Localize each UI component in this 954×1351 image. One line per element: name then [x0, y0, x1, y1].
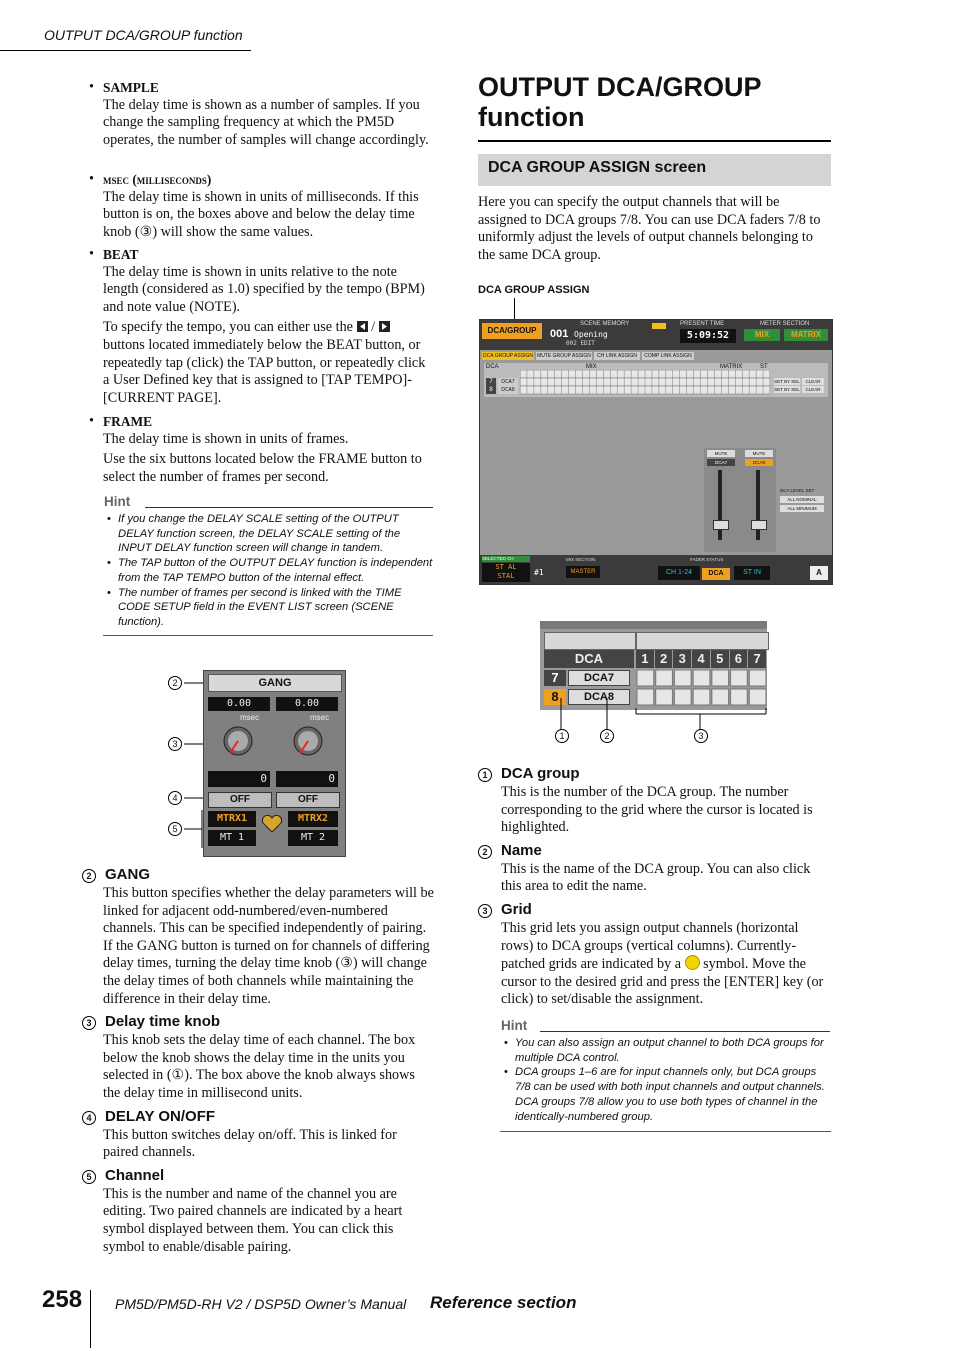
screen-grid-st: ST [760, 364, 768, 370]
hint-title-right: Hint [501, 1018, 528, 1033]
bullet-beat: • BEAT The delay time is shown in units relative to the note length (considered as 1.0) specified by the tempo (BPM) and note value (NOTE). To specify the tempo, you can either use the / buttons located immediately below the BEAT button, or repeatedly tap (click) the TAP button, or repeatedly click a User Defined key that is assigned to [TAP TEMPO]-[CURRENT PAGE]. [103, 246, 433, 407]
section-gang: 2 GANG This button specifies whether the delay parameters will be linked for adjacent odd-numbered/even-numbered channels. This can be specified independently of pairing. If the GANG button is turned on for channels of differing delay times, turning the delay time knob (③) will change the delay times of both channels while maintaining the difference in their delay time. [82, 866, 434, 1008]
hint-bottom-rule-right [500, 1131, 831, 1132]
screen-grid-mix: MIX [586, 364, 597, 370]
master-button[interactable]: MASTER [566, 566, 600, 578]
footer-section: Reference section [430, 1293, 577, 1312]
fader-knob[interactable] [713, 520, 729, 530]
callout-3: 3 [168, 737, 182, 751]
screen-bottom-bar [480, 555, 832, 584]
callout-5: 5 [168, 822, 182, 836]
present-time: 5:09:52 [680, 329, 736, 343]
beat-tempo-part-b: buttons located immediately below the BEAT button, or repeatedly tap (click) the TAP button, or repeatedly click a User Defined key that is assigned to [TAP TEMPO]-[CURRENT PAGE]. [103, 336, 426, 406]
scene-next: 002 EDIT [566, 340, 595, 347]
zoom-column-header: 6 [730, 650, 749, 668]
scene-memory-label: SCENE MEMORY [580, 321, 630, 327]
scene-title: Opening [574, 330, 608, 339]
all-minimum-button[interactable]: ALL MINIMUM [780, 505, 824, 512]
hint-list-right [501, 1036, 831, 1124]
tab-mute-group-assign[interactable]: MUTE GROUP ASSIGN [537, 353, 591, 359]
scene-number: 001 [550, 328, 569, 340]
footer-rule [90, 1290, 91, 1348]
zoom-dca-header: DCA [544, 650, 634, 668]
callout-2: 2 [168, 676, 182, 690]
bullet-frame: • FRAME The delay time is shown in units of frames. Use the six buttons located below the FRAME button to select the number of frames per second. [103, 413, 433, 486]
delay-time-knob[interactable] [220, 723, 256, 759]
delay-on-off-button[interactable]: OFF [276, 792, 340, 808]
hint-item: • DCA groups 1–6 are for input channels only, but DCA groups 7/8 can be used with both input channels and output channels. DCA groups 7/8 allow you to use both types of channel in the identically-numbered group. [504, 1066, 825, 1123]
unit-label: msec [240, 713, 260, 722]
set-by-sel-button[interactable]: SET BY SEL [774, 387, 800, 392]
meter-section-label: METER SECTION [760, 321, 810, 327]
section-dca-group: 1 DCA group This is the number of the DCA group. The number corresponding to the grid where the cursor is located is highlighted. [478, 765, 830, 837]
clear-button[interactable]: CLEAR [802, 378, 824, 385]
delay-on-off-button[interactable]: OFF [208, 792, 272, 808]
delay-panel-figure [168, 670, 348, 855]
channel-number: MTRX2 [288, 811, 338, 827]
right-sections [478, 765, 830, 1009]
all-nominal-button[interactable]: ALL NOMINAL [780, 496, 824, 503]
footer-manual-title: PM5D/PM5D-RH V2 / DSP5D Owner’s Manual [115, 1296, 407, 1312]
screen-grid-matrix: MATRIX [720, 364, 743, 370]
page-number: 258 [42, 1286, 83, 1313]
arrow-left-icon [357, 321, 368, 332]
hint-rule-left [145, 507, 433, 508]
term-beat: BEAT [103, 247, 139, 262]
intro-text: Here you can specify the output channels that will be assigned to DCA groups 7/8. You can use DCA faders 7/8 to uniformly adjust the levels of output channels belonging to the same DCA group. [478, 194, 821, 263]
header-rule [0, 50, 251, 51]
section-delay-knob: 3 Delay time knob This knob sets the delay time of each channel. The box below the knob shows the delay time in the units you selected in (①). The box above the knob always shows the delay time in millisecond units. [82, 1013, 434, 1102]
delay-msec-box: 0.00 [276, 697, 338, 711]
fader-label: DCA7 [707, 459, 735, 466]
channel-name: MT 1 [208, 830, 256, 846]
zoom-column-header: 4 [692, 650, 711, 668]
zoom-column-header: 5 [711, 650, 730, 668]
hint-item: • The TAP button of the OUTPUT DELAY function is independent from the TAP TEMPO button of the internal effect. [107, 557, 433, 584]
term-sample: SAMPLE [103, 80, 159, 95]
tab-comp-link-assign[interactable]: COMP LINK ASSIGN [642, 352, 694, 360]
subtitle: DCA GROUP ASSIGN screen [488, 159, 707, 176]
channel-number: MTRX1 [208, 811, 256, 827]
heart-pair-icon[interactable] [261, 814, 283, 834]
section-delay-onoff: 4 DELAY ON/OFF This button switches delay on/off. This is linked for paired channels. [82, 1108, 434, 1162]
zoom-column-headers [636, 650, 767, 668]
mute-button[interactable]: MUTE [707, 450, 735, 457]
section-name: 2 Name This is the name of the DCA group. You can also click this area to edit the name. [478, 842, 830, 896]
text-sample: The delay time is shown as a number of samples. If you change the sampling frequency at which the PM5D operates, the number of samples will change accordingly. [103, 96, 429, 148]
tab-ch-link-assign[interactable]: CH LINK ASSIGN [594, 352, 640, 360]
bullet-msec: • msec (milliseconds) The delay time is shown in units of milliseconds. If this button is on, the boxes above and below the delay time knob (③) will show the same values. [103, 171, 433, 241]
text-beat: The delay time is shown in units relative to the note length (considered as 1.0) specified by the tempo (BPM) and note value (NOTE). [103, 263, 425, 315]
zoom-header-cell [544, 632, 636, 650]
tab-dca-group-assign[interactable]: DCA GROUP ASSIGN [483, 353, 533, 359]
selected-ch-number: #1 [534, 568, 544, 577]
zoom-callout-leaders [540, 690, 770, 740]
delay-msec-box: 0.00 [208, 697, 270, 711]
zoom-column-header: 7 [748, 650, 767, 668]
figure-label: DCA GROUP ASSIGN [478, 284, 590, 296]
zoom-column-header: 1 [636, 650, 655, 668]
delay-panel [203, 670, 346, 857]
text-msec: The delay time is shown in units of milliseconds. If this button is on, the boxes above and below the delay time knob (③) will show the same values. [103, 188, 419, 240]
term-msec: msec (milliseconds) [103, 172, 212, 187]
page-title: OUTPUT DCA/GROUP function [478, 72, 762, 132]
mix-section-label: MIX SECTION [566, 557, 596, 562]
zoom-top-strip [540, 621, 767, 629]
hint-item: • The number of frames per second is linked with the TIME CODE SETUP field in the EVENT LIST screen (SCENE function). [107, 586, 402, 628]
scene-indicator [652, 323, 666, 329]
running-header: OUTPUT DCA/GROUP function [44, 27, 243, 43]
screen-row-number: 7 [486, 378, 496, 386]
fader-label: DCA8 [745, 459, 773, 466]
fader-st-in[interactable]: ST IN [734, 566, 770, 580]
beat-tempo-part-a: To specify the tempo, you can either use the [103, 319, 353, 336]
zoom-callout-2: 2 [600, 729, 614, 743]
text-frame-2: Use the six buttons located below the FRAME button to select the number of frames per second. [103, 451, 422, 485]
term-frame: FRAME [103, 414, 153, 429]
selected-ch-label: SELECTED CH [482, 556, 530, 562]
text-frame: The delay time is shown in units of frames. [103, 430, 349, 447]
screen-row-name[interactable]: DCA7 [498, 378, 518, 386]
zoom-row-name[interactable]: DCA7 [568, 670, 630, 686]
text-beat-tempo [103, 319, 433, 407]
assigned-dot-icon [685, 955, 700, 970]
bullet-sample: • SAMPLE The delay time is shown as a number of samples. If you change the sampling frequency at which the PM5D operates, the number of samples will change accordingly. [103, 79, 433, 149]
fader-status-label: FADER STATUS [690, 557, 724, 562]
delay-value-box: 0 [208, 771, 270, 787]
mute-button[interactable]: MUTE [745, 450, 773, 457]
hint-title-left: Hint [104, 494, 131, 509]
section-grid: 3 Grid This grid lets you assign output channels (horizontal rows) to DCA groups (vertical columns). Currently-patched grids are indicated by a symbol. Move the cursor to the desired grid and press the [ENTER] key (or click) to set/disable the assignment. [478, 901, 830, 1009]
fader-knob[interactable] [751, 520, 767, 530]
callout-4: 4 [168, 791, 182, 805]
left-sections [82, 866, 434, 1256]
bank-indicator: A [810, 566, 828, 580]
fader-dca[interactable]: DCA [702, 568, 730, 580]
grid-cell [637, 670, 654, 686]
screen-row-name[interactable]: DCA8 [498, 386, 518, 394]
screen-assign-grid[interactable] [520, 370, 770, 396]
hint-item: • You can also assign an output channel to both DCA groups for multiple DCA control. [504, 1037, 824, 1064]
meter-matrix-button[interactable]: MATRIX [784, 329, 828, 341]
zoom-column-header: 2 [655, 650, 674, 668]
set-by-sel-button[interactable]: SET BY SEL [774, 379, 800, 384]
gang-button[interactable]: GANG [208, 674, 342, 692]
hint-list-left [104, 512, 434, 630]
title-rule [478, 140, 831, 142]
zoom-callout-1: 1 [555, 729, 569, 743]
dca-group-assign-screen [479, 319, 833, 585]
fader-ch-range[interactable]: CH 1-24 [658, 566, 700, 580]
meter-mix-button[interactable]: MIX [744, 329, 780, 341]
arrow-right-icon [379, 321, 390, 332]
zoom-header-cell [636, 632, 769, 650]
zoom-row-number: 7 [544, 670, 566, 686]
zoom-column-header: 3 [673, 650, 692, 668]
function-name: DCA/GROUP [482, 323, 542, 339]
present-time-label: PRESENT TIME [680, 321, 725, 327]
unit-label: msec [310, 713, 330, 722]
grid-cell [693, 670, 710, 686]
slash: / [371, 319, 376, 336]
zoom-row-name[interactable]: DCA8 [568, 689, 630, 705]
dca-level-set-label: DCA LEVEL SET [780, 488, 815, 493]
selected-ch-name: ST AL STAL [482, 563, 530, 582]
clear-button[interactable]: CLEAR [802, 386, 824, 393]
zoom-callout-3: 3 [694, 729, 708, 743]
grid-cell [656, 670, 673, 686]
grid-cell [731, 670, 748, 686]
screen-row-number: 8 [486, 386, 496, 394]
hint-item: • If you change the DELAY SCALE setting of the OUTPUT DELAY function screen, the DELAY SCALE setting of the INPUT DELAY function screen will change in tandem. [107, 513, 401, 555]
hint-bottom-rule-left [103, 635, 433, 636]
section-channel: 5 Channel This is the number and name of the channel you are editing. Two paired channels are indicated by a heart symbol displayed between them. You can click this symbol to enable/disable pairing. [82, 1167, 434, 1256]
delay-value-box: 0 [276, 771, 338, 787]
channel-name: MT 2 [288, 830, 338, 846]
delay-time-knob[interactable] [290, 723, 326, 759]
grid-cell [674, 670, 691, 686]
zoom-row-number-highlighted: 8 [544, 689, 566, 705]
screen-grid-header: DCA [486, 364, 499, 370]
hint-rule-right [540, 1031, 830, 1032]
grid-cell [749, 670, 766, 686]
grid-cell [712, 670, 729, 686]
